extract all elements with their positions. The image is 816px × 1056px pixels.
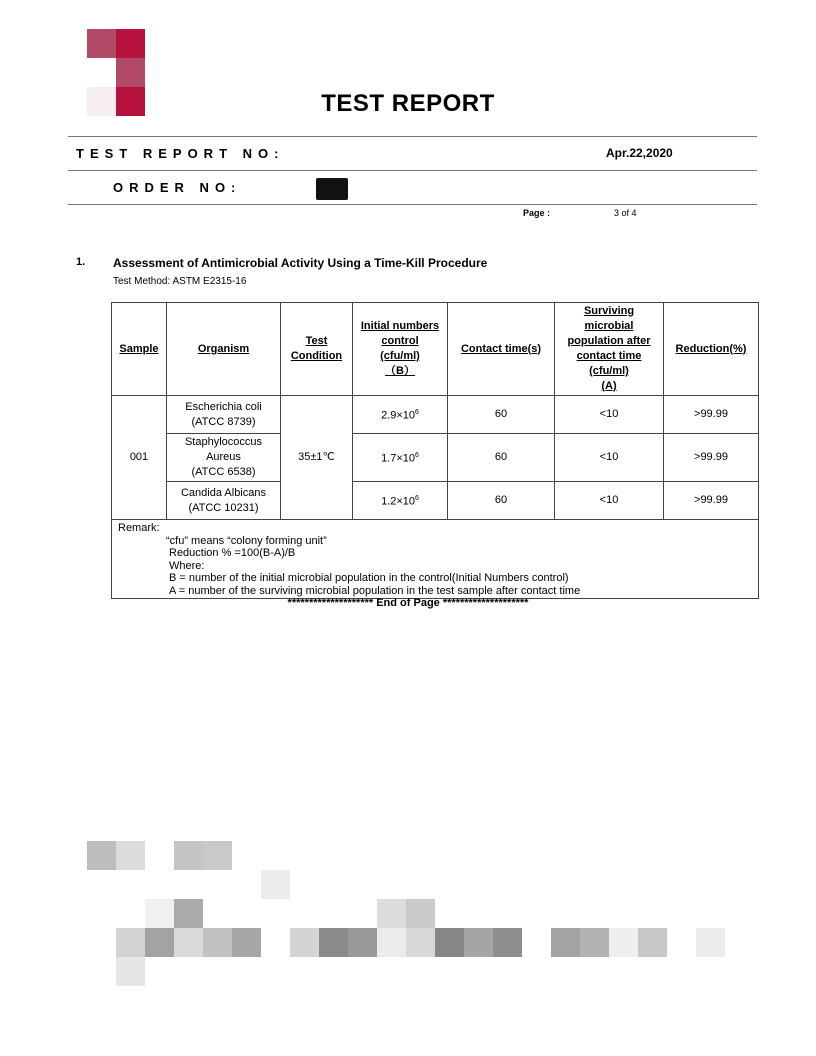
contact-time: 60 bbox=[448, 434, 555, 482]
initial-exponent: 6 bbox=[415, 452, 419, 460]
contact-time: 60 bbox=[448, 396, 555, 434]
report-no-label: TEST REPORT NO: bbox=[76, 146, 285, 161]
header-sample: Sample bbox=[112, 303, 167, 396]
section-number: 1. bbox=[76, 256, 86, 268]
header-line: microbial bbox=[584, 320, 634, 332]
remark-label: Remark: bbox=[118, 522, 160, 534]
header-organism: Organism bbox=[167, 303, 281, 396]
organism-line: (ATCC 8739) bbox=[191, 415, 256, 428]
remark-line: B = number of the initial microbial population in the control(Initial Numbers control) bbox=[169, 572, 569, 584]
remark-line: A = number of the surviving microbial population in the test sample after contact time bbox=[169, 584, 581, 597]
organism-line: (ATCC 10231) bbox=[188, 501, 259, 514]
organism-line: Staphylococcus bbox=[184, 436, 263, 448]
remark-line: “cfu” means “colony forming unit” bbox=[166, 534, 327, 547]
organism-line: (ATCC 6538) bbox=[191, 466, 256, 478]
header-line: Test bbox=[305, 335, 328, 347]
surviving-count: <10 bbox=[555, 396, 664, 434]
header-line: (cfu/ml) bbox=[380, 350, 420, 362]
reduction-value: >99.99 bbox=[664, 396, 759, 434]
header-line: Initial numbers bbox=[360, 320, 440, 332]
contact-time: 60 bbox=[448, 482, 555, 520]
test-method: Test Method: ASTM E2315-16 bbox=[113, 276, 247, 287]
initial-count: 1.7×10 bbox=[381, 452, 416, 465]
header-line: control bbox=[381, 335, 419, 347]
remark-line: Where: bbox=[169, 559, 205, 572]
header-line: Condition bbox=[290, 350, 343, 362]
header-line: contact time bbox=[576, 350, 642, 362]
header-line: population after bbox=[567, 335, 651, 347]
report-date: Apr.22,2020 bbox=[606, 146, 673, 160]
page-label: Page : bbox=[523, 208, 551, 218]
organism-line: Aureus bbox=[206, 451, 241, 463]
initial-exponent: 6 bbox=[415, 409, 419, 417]
header-contact-time: Contact time(s) bbox=[448, 303, 555, 396]
report-title: TEST REPORT bbox=[321, 90, 495, 117]
header-line: (A) bbox=[601, 380, 617, 392]
header-reduction: Reduction(%) bbox=[664, 303, 759, 396]
sample-id: 001 bbox=[112, 396, 167, 520]
order-no-label: ORDER NO: bbox=[113, 180, 242, 195]
initial-exponent: 6 bbox=[415, 495, 419, 503]
surviving-count: <10 bbox=[555, 482, 664, 520]
page-number: 3 of 4 bbox=[614, 208, 637, 218]
header-line: Surviving bbox=[583, 305, 635, 317]
initial-count: 2.9×10 bbox=[381, 409, 416, 422]
section-title: Assessment of Antimicrobial Activity Using a Time-Kill Procedure bbox=[113, 256, 488, 270]
end-of-page-marker: ******************** End of Page ******************** bbox=[287, 597, 529, 609]
remark-line: Reduction % =100(B-A)/B bbox=[169, 547, 296, 559]
reduction-value: >99.99 bbox=[664, 434, 759, 482]
header-line: (cfu/ml) bbox=[589, 365, 629, 377]
header-line: （B） bbox=[385, 365, 415, 377]
test-condition: 35±1℃ bbox=[281, 396, 353, 520]
surviving-count: <10 bbox=[555, 434, 664, 482]
organism-line: Escherichia coli bbox=[185, 400, 262, 413]
initial-count: 1.2×10 bbox=[381, 495, 416, 508]
organism-line: Candida Albicans bbox=[180, 486, 266, 499]
reduction-value: >99.99 bbox=[664, 482, 759, 520]
